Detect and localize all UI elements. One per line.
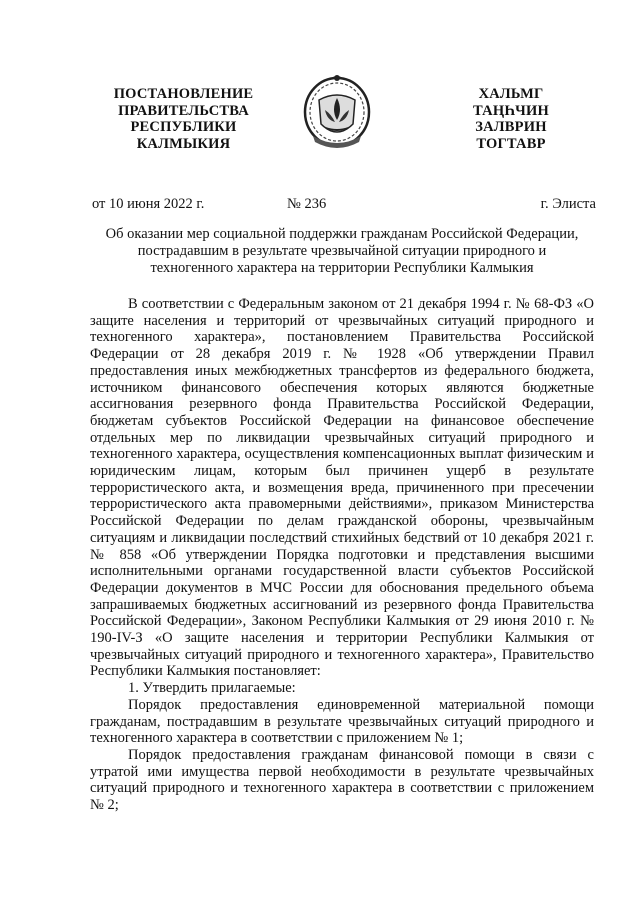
header-title-kalmyk — [452, 86, 570, 152]
coat-of-arms-icon — [301, 70, 373, 150]
document-body — [90, 296, 594, 814]
header-right-line: ЗАЛВРИН — [475, 119, 547, 135]
header-title-russian — [96, 86, 271, 152]
body-paragraph-order-1: Порядок предоставления единовременной материальной помощи гражданам, пострадавшим в результате чрезвычайных ситуаций природного и техногенного характера в соответствии с приложением № 1; — [90, 696, 594, 747]
title-line: пострадавшим в результате чрезвычайной ситуации природного и — [137, 243, 547, 259]
header-right-line: ТОГТАВР — [476, 135, 546, 152]
body-paragraph-preamble: В соответствии с Федеральным законом от 21 декабря 1994 г. № 68-ФЗ «О защите населения и территорий от чрезвычайных ситуаций природного и техногенного характера», постановлением Правительства Российской Федерации от 28 декабря 2019 г. № 1928 «Об утверждении Правил предоставления иных межбюджетных трансфертов из федерального бюджета, источником финансового обеспечения которых являются бюджетные ассигнования резервного фонда Правительства Российской Федерации, бюджетам субъектов Российской Федерации на финансовое обеспечение отдельных мер по ликвидации чрезвычайных ситуаций природного и техногенного характера, осуществления компенсационных выплат физическим и юридическим лицам, которым был причинен ущерб в результате террористического акта, и возмещения вреда, причиненного при пресечении террористического акта правомерными действиями», приказом Министерства Российской Федерации по делам гражданской обороны, чрезвычайным ситуациям и ликвидации последствий стихийных бедствий от 10 декабря 2021 г. № 858 «Об утверждении Порядка подготовки и представления высшими исполнительными органами государственной власти субъектов Российской Федерации документов в МЧС России для обоснования предельного объема запрашиваемых бюджетных ассигнований из резервного фонда Правительства Российской Федерации», Законом Республики Калмыкия от 29 июня 2010 г. № 190-IV-З «О защите населения и территории Республики Калмыкия от чрезвычайных ситуаций природного и техногенного характера», Правительство Республики Калмыкия постановляет: — [90, 296, 594, 680]
header-left-line: ПОСТАНОВЛЕНИЕ — [113, 86, 254, 102]
title-line: техногенного характера на территории Республики Калмыкия — [150, 260, 534, 276]
header-left-line: ПРАВИТЕЛЬСТВА — [118, 102, 249, 119]
title-line: Об оказании мер социальной поддержки гражданам Российской Федерации, — [105, 226, 579, 242]
document-number: № 236 — [287, 196, 327, 212]
header-left-line: РЕСПУБЛИКИ — [130, 119, 237, 135]
body-paragraph-order-2: Порядок предоставления гражданам финансовой помощи в связи с утратой ими имущества первой необходимости в результате чрезвычайных ситуаций природного и техногенного характера в соответствии с приложением № 2; — [90, 746, 594, 814]
document-city: г. Элиста — [540, 196, 596, 212]
header-right-line: ТАҢҺЧИН — [473, 102, 549, 119]
header-left-line: КАЛМЫКИЯ — [136, 135, 231, 152]
document-title — [94, 226, 590, 277]
body-paragraph-item-1: 1. Утвердить прилагаемые: — [128, 680, 296, 697]
header-right-line: ХАЛЬМГ — [478, 86, 544, 102]
document-date: от 10 июня 2022 г. — [92, 196, 205, 212]
